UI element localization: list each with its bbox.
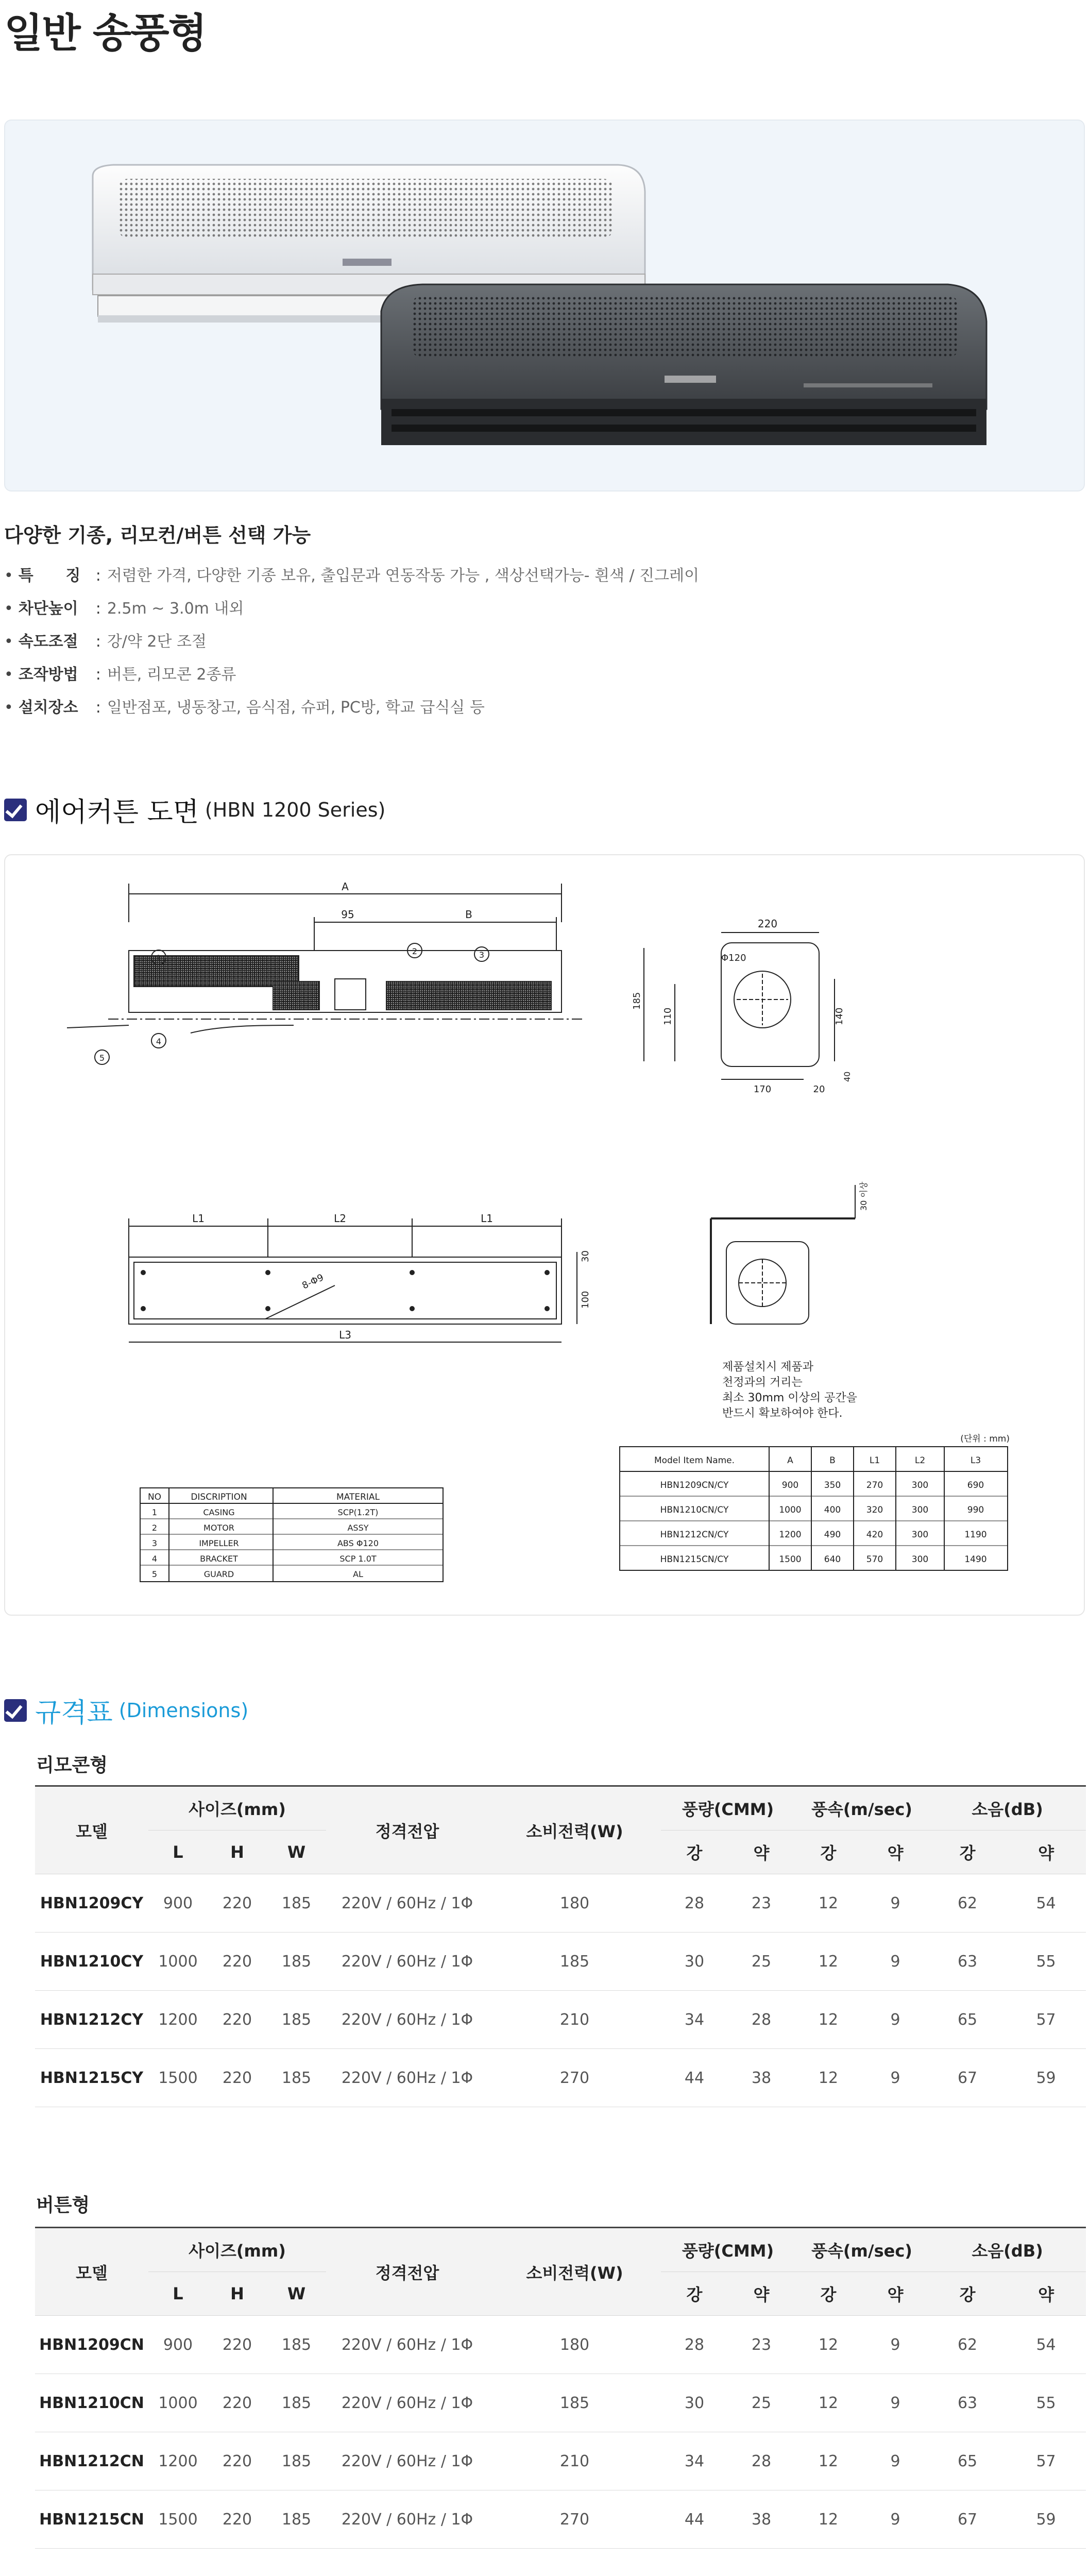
header-weak: 약 <box>1006 2272 1086 2316</box>
table-cell: 185 <box>267 2490 326 2549</box>
dims-header-cell: Model Item Name. <box>654 1455 735 1466</box>
header-W: W <box>267 1831 326 1874</box>
header-size: 사이즈(mm) <box>148 1786 326 1831</box>
dim-label: A <box>342 880 349 893</box>
model-cell: HBN1215CY <box>35 2049 148 2107</box>
callout-label: 3 <box>479 950 485 960</box>
feature-list <box>4 560 699 724</box>
header-airflow: 풍량(CMM) <box>661 1786 795 1831</box>
parts-cell: 1 <box>151 1507 158 1517</box>
dim-label: L2 <box>334 1212 346 1225</box>
table-cell: 9 <box>862 1991 929 2049</box>
table-cell: 67 <box>929 2049 1006 2107</box>
table-row <box>35 2432 1086 2490</box>
table-cell: 180 <box>488 1874 661 1933</box>
table-cell: 67 <box>929 2490 1006 2549</box>
table-cell: 185 <box>267 2049 326 2107</box>
dims-cell: 300 <box>911 1530 929 1540</box>
table-cell: 12 <box>795 2049 862 2107</box>
table-cell: 28 <box>728 2432 795 2490</box>
table-row <box>35 2316 1086 2374</box>
dims-header-cell: B <box>829 1455 836 1466</box>
header-weak: 약 <box>862 2272 929 2316</box>
header-H: H <box>208 1831 267 1874</box>
product-photo <box>4 120 1085 492</box>
dims-cell: 490 <box>824 1530 841 1540</box>
model-cell: HBN1209CN <box>35 2316 148 2374</box>
table-cell: 220V / 60Hz / 1Φ <box>326 1933 488 1991</box>
parts-header: MATERIAL <box>336 1492 380 1502</box>
remote-table-title: 리모콘형 <box>36 1755 108 1776</box>
feature-item: • 속도조절 : 강/약 2단 조절 <box>4 633 207 651</box>
checkbox-icon <box>4 799 27 821</box>
parts-cell: IMPELLER <box>199 1538 239 1548</box>
table-cell: 900 <box>148 2316 208 2374</box>
table-cell: 12 <box>795 1874 862 1933</box>
dim-label: 110 <box>662 1007 673 1025</box>
header-strong: 강 <box>929 2272 1006 2316</box>
dims-cell: HBN1210CN/CY <box>660 1505 729 1515</box>
header-L: L <box>148 1831 208 1874</box>
table-cell: 220V / 60Hz / 1Φ <box>326 1991 488 2049</box>
table-cell: 63 <box>929 2374 1006 2432</box>
table-cell: 1500 <box>148 2049 208 2107</box>
table-cell: 62 <box>929 2316 1006 2374</box>
table-cell: 28 <box>661 1874 728 1933</box>
table-cell: 38 <box>728 2490 795 2549</box>
parts-cell: 4 <box>151 1554 158 1564</box>
table-cell: 220V / 60Hz / 1Φ <box>326 1874 488 1933</box>
table-cell: 44 <box>661 2049 728 2107</box>
table-cell: 210 <box>488 1991 661 2049</box>
dim-label: 20 <box>813 1084 825 1095</box>
table-cell: 220V / 60Hz / 1Φ <box>326 2049 488 2107</box>
table-cell: 185 <box>488 1933 661 1991</box>
dims-cell: 270 <box>866 1480 883 1490</box>
button-spec-table <box>35 2227 1086 2549</box>
dims-header-cell: L2 <box>914 1455 926 1466</box>
table-cell: 30 <box>661 2374 728 2432</box>
table-cell: 1000 <box>148 2374 208 2432</box>
callout-label: 2 <box>412 946 418 956</box>
dim-label: 30 <box>580 1250 591 1262</box>
dims-cell: HBN1209CN/CY <box>660 1480 729 1490</box>
table-row <box>35 2374 1086 2432</box>
dims-cell: 690 <box>967 1480 984 1490</box>
table-cell: 1200 <box>148 2432 208 2490</box>
table-cell: 23 <box>728 1874 795 1933</box>
dim-label: 100 <box>580 1291 591 1309</box>
table-cell: 65 <box>929 2432 1006 2490</box>
dim-label: 220 <box>757 918 778 930</box>
table-cell: 185 <box>267 2316 326 2374</box>
dims-cell: 1200 <box>779 1530 802 1540</box>
feature-item: • 조작방법 : 버튼, 리모콘 2종류 <box>4 666 236 684</box>
table-cell: 63 <box>929 1933 1006 1991</box>
table-cell: 220V / 60Hz / 1Φ <box>326 2432 488 2490</box>
dims-cell: 350 <box>824 1480 841 1490</box>
header-strong: 강 <box>795 2272 862 2316</box>
header-weak: 약 <box>862 1831 929 1874</box>
header-power: 소비전력(W) <box>488 2228 661 2316</box>
table-cell: 185 <box>267 2374 326 2432</box>
table-cell: 9 <box>862 2432 929 2490</box>
header-power: 소비전력(W) <box>488 1786 661 1874</box>
header-noise: 소음(dB) <box>929 2228 1086 2272</box>
parts-cell: AL <box>353 1569 363 1579</box>
drawing-note: 천정과의 거리는 <box>722 1376 803 1389</box>
table-cell: 57 <box>1006 2432 1086 2490</box>
header-weak: 약 <box>728 1831 795 1874</box>
table-cell: 44 <box>661 2490 728 2549</box>
header-noise: 소음(dB) <box>929 1786 1086 1831</box>
dim-label: 8-Φ9 <box>300 1272 326 1292</box>
feature-item: • 차단높이 : 2.5m ~ 3.0m 내외 <box>4 600 244 618</box>
parts-table <box>140 1488 443 1582</box>
dims-cell: 300 <box>911 1554 929 1565</box>
table-cell: 57 <box>1006 1991 1086 2049</box>
parts-cell: MOTOR <box>203 1523 234 1533</box>
parts-cell: SCP(1.2T) <box>337 1507 379 1517</box>
dim-label: B <box>465 908 472 921</box>
table-cell: 220 <box>208 2374 267 2432</box>
header-airflow: 풍량(CMM) <box>661 2228 795 2272</box>
dims-cell: 1490 <box>964 1554 987 1565</box>
table-cell: 12 <box>795 2432 862 2490</box>
dim-label: 40 <box>842 1071 852 1082</box>
table-cell: 1000 <box>148 1933 208 1991</box>
parts-cell: GUARD <box>203 1569 234 1579</box>
table-cell: 9 <box>862 1874 929 1933</box>
header-model: 모델 <box>35 2228 148 2316</box>
dims-cell: 570 <box>866 1554 883 1565</box>
parts-header: NO <box>147 1492 162 1502</box>
table-cell: 12 <box>795 2374 862 2432</box>
dims-cell: 990 <box>967 1505 984 1515</box>
dark-air-curtain-image <box>376 280 994 450</box>
table-cell: 185 <box>267 2432 326 2490</box>
parts-cell: SCP 1.0T <box>339 1554 377 1564</box>
dims-cell: 900 <box>781 1480 799 1490</box>
header-weak: 약 <box>728 2272 795 2316</box>
table-row <box>35 1991 1086 2049</box>
button-table-title: 버튼형 <box>36 2195 90 2216</box>
feature-item: • 설치장소 : 일반점포, 냉동창고, 음식점, 슈퍼, PC방, 학교 급식실 등 <box>4 699 485 717</box>
table-cell: 9 <box>862 1933 929 1991</box>
table-cell: 180 <box>488 2316 661 2374</box>
header-voltage: 정격전압 <box>326 1786 488 1874</box>
table-cell: 23 <box>728 2316 795 2374</box>
parts-cell: BRACKET <box>200 1554 238 1564</box>
table-cell: 220 <box>208 2432 267 2490</box>
table-cell: 54 <box>1006 1874 1086 1933</box>
table-cell: 38 <box>728 2049 795 2107</box>
parts-cell: 2 <box>151 1523 158 1533</box>
table-cell: 9 <box>862 2049 929 2107</box>
table-cell: 28 <box>728 1991 795 2049</box>
header-strong: 강 <box>661 1831 728 1874</box>
header-size: 사이즈(mm) <box>148 2228 326 2272</box>
dim-label: Φ120 <box>721 953 746 963</box>
table-cell: 30 <box>661 1933 728 1991</box>
table-cell: 270 <box>488 2490 661 2549</box>
dims-header-cell: L1 <box>869 1455 880 1466</box>
callout-label: 5 <box>99 1053 105 1063</box>
table-cell: 65 <box>929 1991 1006 2049</box>
table-cell: 1200 <box>148 1991 208 2049</box>
feature-item: • 특 징 : 저렴한 가격, 다양한 기종 보유, 출입문과 연동작동 가능 , 색상선택가능- 흰색 / 진그레이 <box>4 567 700 585</box>
dims-cell: HBN1212CN/CY <box>660 1530 729 1540</box>
table-cell: 220V / 60Hz / 1Φ <box>326 2316 488 2374</box>
table-cell: 220 <box>208 2490 267 2549</box>
table-cell: 9 <box>862 2316 929 2374</box>
checkbox-icon <box>4 1699 27 1722</box>
features-heading: 다양한 기종, 리모컨/버튼 선택 가능 <box>4 524 311 547</box>
table-row <box>35 2049 1086 2107</box>
table-cell: 25 <box>728 2374 795 2432</box>
header-model: 모델 <box>35 1786 148 1874</box>
table-cell: 220V / 60Hz / 1Φ <box>326 2374 488 2432</box>
dims-header-cell: L3 <box>970 1455 981 1466</box>
dims-cell: 400 <box>824 1505 841 1515</box>
table-cell: 12 <box>795 1991 862 2049</box>
spec-section-title: 규격표 (Dimensions) <box>4 1691 248 1730</box>
dim-label: L1 <box>481 1212 493 1225</box>
dim-label: 140 <box>834 1007 845 1025</box>
dims-cell: 420 <box>866 1530 883 1540</box>
parts-cell: 5 <box>151 1569 158 1579</box>
table-cell: 12 <box>795 1933 862 1991</box>
dims-cell: 1000 <box>779 1505 802 1515</box>
parts-cell: CASING <box>203 1507 235 1517</box>
table-cell: 54 <box>1006 2316 1086 2374</box>
header-weak: 약 <box>1006 1831 1086 1874</box>
dim-label: 95 <box>341 908 354 921</box>
header-speed: 풍속(m/sec) <box>795 2228 929 2272</box>
model-cell: HBN1215CN <box>35 2490 148 2549</box>
table-cell: 220 <box>208 2316 267 2374</box>
table-row <box>35 2490 1086 2549</box>
table-cell: 185 <box>267 1874 326 1933</box>
header-strong: 강 <box>929 1831 1006 1874</box>
header-H: H <box>208 2272 267 2316</box>
dims-cell: 300 <box>911 1505 929 1515</box>
parts-header: DISCRIPTION <box>191 1492 247 1502</box>
header-speed: 풍속(m/sec) <box>795 1786 929 1831</box>
table-cell: 220V / 60Hz / 1Φ <box>326 2490 488 2549</box>
table-cell: 55 <box>1006 1933 1086 1991</box>
unit-note: (단위 : mm) <box>960 1434 1010 1444</box>
table-cell: 12 <box>795 2490 862 2549</box>
header-strong: 강 <box>661 2272 728 2316</box>
dims-cell: 1500 <box>779 1554 802 1565</box>
dims-cell: 320 <box>866 1505 883 1515</box>
callout-label: 4 <box>156 1037 162 1046</box>
table-cell: 220 <box>208 1933 267 1991</box>
drawing-note: 최소 30mm 이상의 공간을 <box>722 1392 857 1404</box>
dimensions-table <box>620 1447 1008 1570</box>
table-cell: 34 <box>661 1991 728 2049</box>
dims-cell: 640 <box>824 1554 841 1565</box>
parts-cell: 3 <box>151 1538 158 1548</box>
dim-label: 185 <box>632 992 642 1010</box>
remote-spec-table <box>35 1785 1086 2107</box>
table-cell: 270 <box>488 2049 661 2107</box>
drawing-canvas <box>5 855 1084 1615</box>
table-cell: 59 <box>1006 2490 1086 2549</box>
drawing-note: 제품설치시 제품과 <box>722 1361 814 1374</box>
table-cell: 59 <box>1006 2049 1086 2107</box>
header-L: L <box>148 2272 208 2316</box>
page-title: 일반 송풍형 <box>4 10 206 57</box>
dim-label: L1 <box>192 1212 205 1225</box>
model-cell: HBN1212CY <box>35 1991 148 2049</box>
table-cell: 185 <box>267 1933 326 1991</box>
parts-cell: ABS Φ120 <box>337 1538 379 1548</box>
table-cell: 62 <box>929 1874 1006 1933</box>
table-row <box>35 1933 1086 1991</box>
dim-label: L3 <box>339 1329 351 1341</box>
table-cell: 900 <box>148 1874 208 1933</box>
table-cell: 1500 <box>148 2490 208 2549</box>
table-cell: 220 <box>208 1991 267 2049</box>
model-cell: HBN1212CN <box>35 2432 148 2490</box>
table-cell: 28 <box>661 2316 728 2374</box>
header-strong: 강 <box>795 1831 862 1874</box>
table-cell: 34 <box>661 2432 728 2490</box>
table-row <box>35 1874 1086 1933</box>
table-cell: 185 <box>267 1991 326 2049</box>
technical-drawing <box>4 854 1085 1616</box>
parts-cell: ASSY <box>347 1523 369 1533</box>
header-voltage: 정격전압 <box>326 2228 488 2316</box>
table-cell: 220 <box>208 2049 267 2107</box>
table-cell: 220 <box>208 1874 267 1933</box>
table-cell: 210 <box>488 2432 661 2490</box>
dims-cell: HBN1215CN/CY <box>660 1554 729 1565</box>
table-cell: 9 <box>862 2490 929 2549</box>
dims-cell: 1190 <box>964 1530 987 1540</box>
drawing-section-title: 에어커튼 도면 (HBN 1200 Series) <box>4 790 385 829</box>
dims-header-cell: A <box>787 1455 793 1466</box>
model-cell: HBN1210CY <box>35 1933 148 1991</box>
table-cell: 185 <box>488 2374 661 2432</box>
header-W: W <box>267 2272 326 2316</box>
model-cell: HBN1209CY <box>35 1874 148 1933</box>
dims-cell: 300 <box>911 1480 929 1490</box>
table-cell: 55 <box>1006 2374 1086 2432</box>
table-cell: 25 <box>728 1933 795 1991</box>
table-cell: 9 <box>862 2374 929 2432</box>
table-cell: 12 <box>795 2316 862 2374</box>
dim-label: 170 <box>753 1084 772 1095</box>
model-cell: HBN1210CN <box>35 2374 148 2432</box>
drawing-note: 반드시 확보하여야 한다. <box>722 1407 843 1420</box>
callout-label: 1 <box>156 953 162 963</box>
dim-label: 30 이상 <box>859 1181 869 1211</box>
